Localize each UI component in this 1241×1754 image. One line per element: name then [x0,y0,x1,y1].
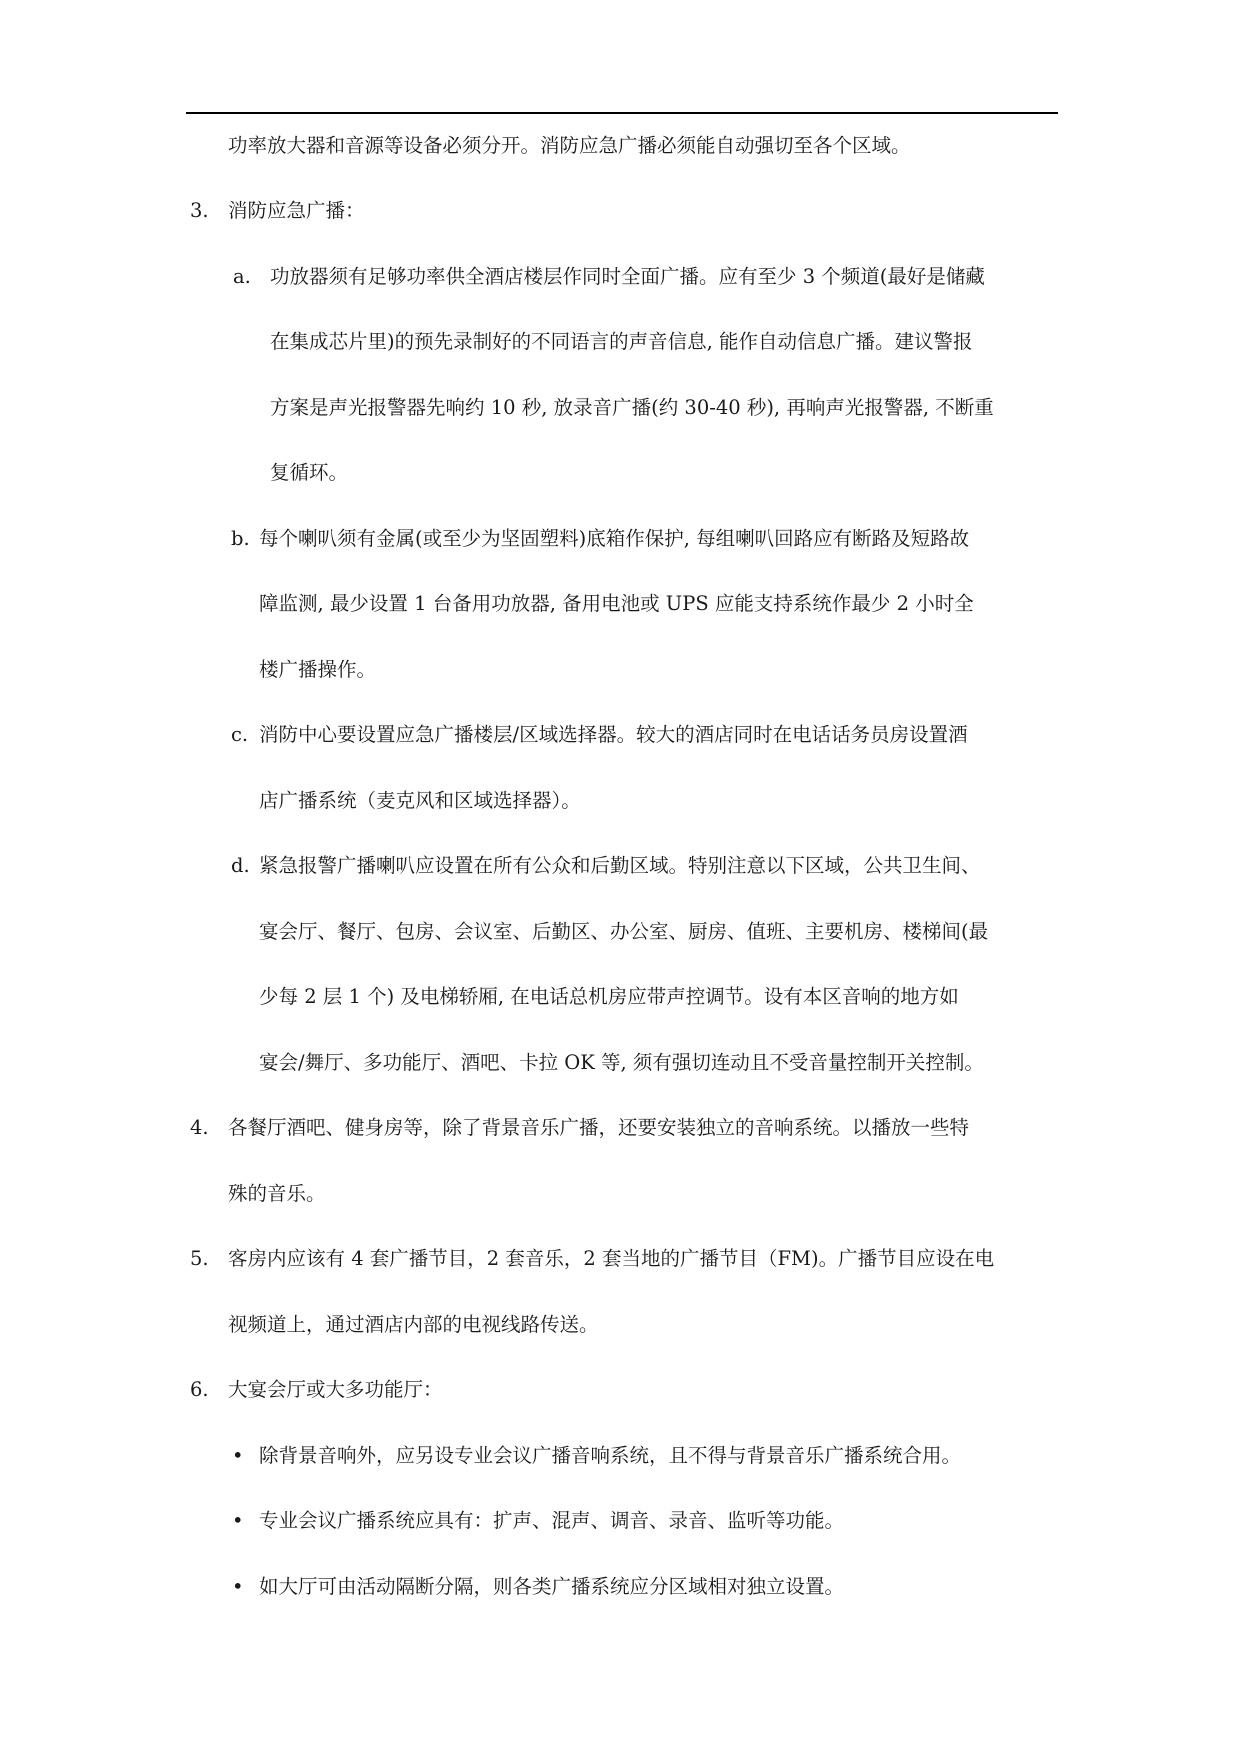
list-item-3 [190,198,365,224]
list-item-text: 各餐厅酒吧、健身房等，除了背景音乐广播，还要安装独立的音响系统。以播放一些特 [228,1116,970,1139]
paragraph-line: 店广播系统（麦克风和区域选择器）。 [259,789,581,812]
list-number: 4. [190,1116,209,1139]
header-rule [186,112,1058,114]
list-item-text: 大宴会厅或大多功能厅： [228,1378,443,1401]
sub-item-label: a. [233,265,251,288]
paragraph-line: 殊的音乐。 [228,1182,326,1205]
sub-item-text: 功放器须有足够功率供全酒店楼层作同时全面广播。应有至少 3 个频道(最好是储藏 [270,265,985,288]
list-number: 3. [190,199,209,222]
paragraph-line: 复循环。 [270,461,349,484]
bullet-item [232,1508,845,1534]
paragraph-line: 功率放大器和音源等设备必须分开。消防应急广播必须能自动强切至各个区域。 [228,134,911,157]
bullet-icon: • [232,1575,244,1598]
paragraph-line: 宴会厅、餐厅、包房、会议室、后勤区、办公室、厨房、值班、主要机房、楼梯间(最 [259,920,989,943]
bullet-item [232,1443,962,1469]
bullet-icon: • [232,1509,244,1532]
sub-item-text: 紧急报警广播喇叭应设置在所有公众和后勤区域。特别注意以下区域，公共卫生间、 [259,854,981,877]
paragraph-line: 视频道上，通过酒店内部的电视线路传送。 [228,1313,599,1336]
bullet-icon: • [232,1444,244,1467]
sub-item-label: b. [231,527,250,550]
paragraph-line: 方案是声光报警器先响约 10 秒, 放录音广播(约 30-40 秒), 再响声光报警器, 不断重 [270,396,994,419]
sub-item-label: d. [231,854,250,877]
paragraph-line: 楼广播操作。 [259,658,377,681]
bullet-text: 除背景音响外，应另设专业会议广播音响系统，且不得与背景音乐广播系统合用。 [259,1444,962,1467]
sub-item-d [231,853,981,879]
paragraph-line: 少每 2 层 1 个) 及电梯轿厢, 在电话总机房应带声控调节。设有本区音响的地方如 [259,985,959,1008]
sub-item-text: 消防中心要设置应急广播楼层/区域选择器。较大的酒店同时在电话话务员房设置酒 [259,723,968,746]
list-number: 6. [190,1378,209,1401]
sub-item-label: c. [231,723,249,746]
sub-item-text: 每个喇叭须有金属(或至少为坚固塑料)底箱作保护, 每组喇叭回路应有断路及短路故 [259,527,970,550]
sub-item-c [231,722,968,748]
paragraph-line: 在集成芯片里)的预先录制好的不同语言的声音信息, 能作自动信息广播。建议警报 [270,330,973,353]
list-item-text: 客房内应该有 4 套广播节目，2 套音乐，2 套当地的广播节目（FM)。广播节目应设在电 [228,1247,995,1270]
list-number: 5. [190,1247,209,1270]
list-item-4 [190,1115,970,1141]
list-item-text: 消防应急广播： [228,199,365,222]
list-item-5 [190,1246,995,1272]
bullet-item [232,1574,845,1600]
paragraph-line: 宴会/舞厅、多功能厅、酒吧、卡拉 OK 等, 须有强切连动且不受音量控制开关控制。 [259,1051,984,1074]
list-item-6 [190,1377,443,1403]
sub-item-a [233,264,985,290]
sub-item-b [231,526,970,552]
bullet-text: 如大厅可由活动隔断分隔，则各类广播系统应分区域相对独立设置。 [259,1575,845,1598]
bullet-text: 专业会议广播系统应具有：扩声、混声、调音、录音、监听等功能。 [259,1509,845,1532]
paragraph-line: 障监测, 最少设置 1 台备用功放器, 备用电池或 UPS 应能支持系统作最少 2 小时全 [259,592,974,615]
